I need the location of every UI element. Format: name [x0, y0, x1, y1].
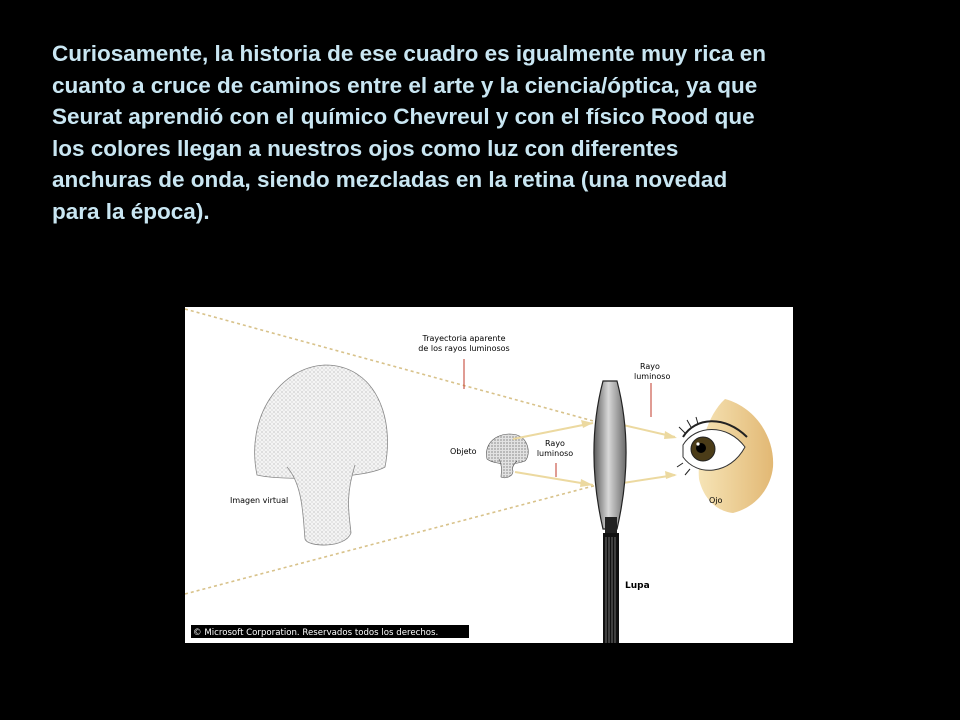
- label-rayo-right-line2: luminoso: [634, 372, 671, 381]
- paragraph-line: los colores llegan a nuestros ojos como luz con diferentes: [52, 135, 679, 161]
- ray-upper-in: [513, 423, 593, 439]
- label-rayo-right-line1: Rayo: [640, 362, 660, 371]
- label-rayo-center-line2: luminoso: [536, 449, 574, 458]
- label-lupa: Lupa: [625, 581, 650, 591]
- apparent-ray-upper: [185, 309, 597, 422]
- magnifier-diagram-svg: [185, 307, 793, 643]
- magnifier-lens: [594, 381, 626, 535]
- object-mushroom: [486, 434, 528, 478]
- paragraph-line: anchuras de onda, siendo mezcladas en la retina (una novedad: [52, 167, 728, 192]
- paragraph-line: para la época).: [52, 198, 210, 224]
- magnifier-handle: [603, 533, 619, 643]
- label-ojo: Ojo: [709, 496, 723, 505]
- label-rayo-center-line1: Rayo: [545, 439, 565, 448]
- paragraph-line: cuanto a cruce de caminos entre el arte y la ciencia/óptica, ya que: [52, 72, 758, 98]
- eye: [677, 399, 773, 513]
- label-objeto: Objeto: [450, 447, 477, 456]
- paragraph-line: Seurat aprendió con el químico Chevreul y con el físico Rood que: [52, 104, 755, 129]
- label-imagen-virtual: Imagen virtual: [230, 496, 289, 505]
- apparent-ray-lines: [185, 309, 597, 594]
- slide-paragraph: [52, 38, 912, 227]
- paragraph-line: Curiosamente, la historia de ese cuadro es igualmente muy rica en: [52, 41, 767, 66]
- copyright-notice: [191, 625, 469, 638]
- copyright-text: © Microsoft Corporation. Reservados todos los derechos.: [193, 628, 439, 638]
- magnifier-diagram: [185, 307, 793, 643]
- virtual-image-mushroom: [255, 365, 388, 545]
- label-trayectoria-line2: de los rayos luminosos: [418, 344, 510, 353]
- label-trayectoria-line1: Trayectoria aparente: [422, 334, 506, 343]
